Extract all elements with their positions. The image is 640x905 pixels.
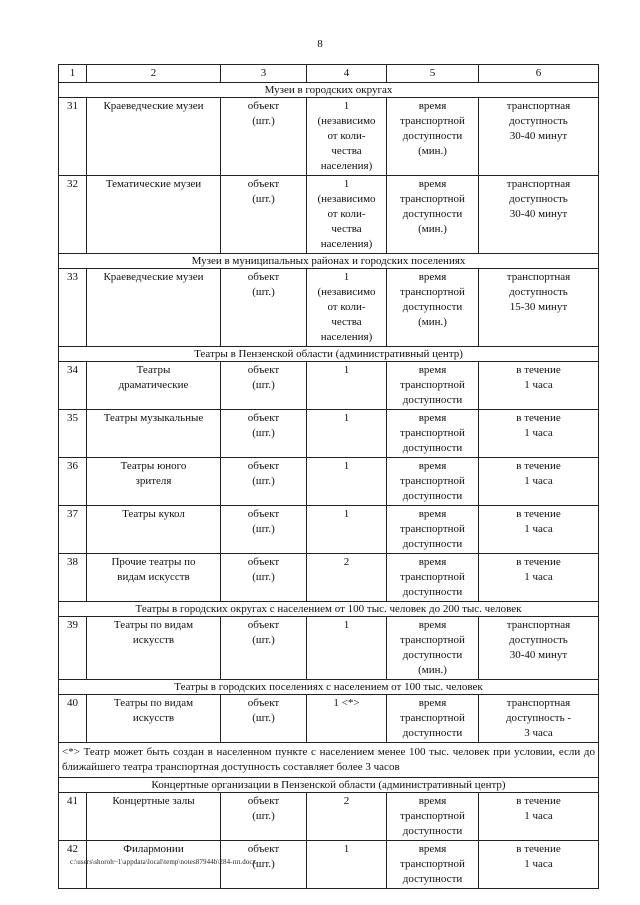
- accessibility-value-cell: в течение 1 часа: [479, 554, 599, 602]
- unit-cell: объект (шт.): [221, 410, 307, 458]
- section-heading: Концертные организации в Пензенской области (административный центр): [59, 778, 599, 793]
- accessibility-value-cell: в течение 1 часа: [479, 506, 599, 554]
- norm-value-cell: 1 <*>: [307, 695, 387, 743]
- table-row: [59, 176, 599, 254]
- indicator-name-cell: Краеведческие музеи: [87, 98, 221, 176]
- column-number-3: 3: [221, 65, 307, 83]
- norm-value-cell: 1: [307, 506, 387, 554]
- norm-value-cell: 2: [307, 554, 387, 602]
- indicator-name-cell: Тематические музеи: [87, 176, 221, 254]
- norm-value-cell: 1: [307, 410, 387, 458]
- accessibility-value-cell: в течение 1 часа: [479, 362, 599, 410]
- row-number-cell: 39: [59, 617, 87, 680]
- norm-value-cell: 1 (независимо от коли- чества населения): [307, 269, 387, 347]
- section-heading: Театры в городских округах с населением от 100 тыс. человек до 200 тыс. человек: [59, 602, 599, 617]
- row-number-cell: 33: [59, 269, 87, 347]
- accessibility-value-cell: в течение 1 часа: [479, 458, 599, 506]
- section-heading: Театры в городских поселениях с населением от 100 тыс. человек: [59, 680, 599, 695]
- indicator-name-cell: Театры по видам искусств: [87, 617, 221, 680]
- table-row: [59, 98, 599, 176]
- table-row: [59, 617, 599, 680]
- indicator-name-cell: Филармонии: [87, 841, 221, 889]
- unit-cell: объект (шт.): [221, 176, 307, 254]
- norm-value-cell: 1 (независимо от коли- чества населения): [307, 98, 387, 176]
- indicator-name-cell: Театры кукол: [87, 506, 221, 554]
- row-number-cell: 41: [59, 793, 87, 841]
- section-heading-row: [59, 602, 599, 617]
- accessibility-metric-cell: время транспортной доступности: [387, 410, 479, 458]
- accessibility-value-cell: в течение 1 часа: [479, 841, 599, 889]
- unit-cell: объект (шт.): [221, 269, 307, 347]
- unit-cell: объект (шт.): [221, 793, 307, 841]
- section-heading: Музеи в городских округах: [59, 83, 599, 98]
- section-heading: Музеи в муниципальных районах и городских поселениях: [59, 254, 599, 269]
- footnote-row: [59, 743, 599, 778]
- accessibility-metric-cell: время транспортной доступности: [387, 362, 479, 410]
- section-heading-row: [59, 83, 599, 98]
- norms-table: [58, 64, 599, 889]
- accessibility-metric-cell: время транспортной доступности: [387, 695, 479, 743]
- accessibility-metric-cell: время транспортной доступности (мин.): [387, 176, 479, 254]
- row-number-cell: 35: [59, 410, 87, 458]
- indicator-name-cell: Театры по видам искусств: [87, 695, 221, 743]
- unit-cell: объект (шт.): [221, 458, 307, 506]
- norm-value-cell: 1 (независимо от коли- чества населения): [307, 176, 387, 254]
- accessibility-value-cell: в течение 1 часа: [479, 410, 599, 458]
- row-number-cell: 34: [59, 362, 87, 410]
- section-heading-row: [59, 680, 599, 695]
- table-body: [59, 83, 599, 889]
- section-heading: Театры в Пензенской области (административный центр): [59, 347, 599, 362]
- section-heading-row: [59, 347, 599, 362]
- accessibility-value-cell: транспортная доступность 30-40 минут: [479, 98, 599, 176]
- indicator-name-cell: Театры юного зрителя: [87, 458, 221, 506]
- column-number-1: 1: [59, 65, 87, 83]
- indicator-name-cell: Прочие театры по видам искусств: [87, 554, 221, 602]
- row-number-cell: 32: [59, 176, 87, 254]
- row-number-cell: 36: [59, 458, 87, 506]
- accessibility-metric-cell: время транспортной доступности (мин.): [387, 617, 479, 680]
- table-row: [59, 695, 599, 743]
- unit-cell: объект (шт.): [221, 506, 307, 554]
- row-number-cell: 31: [59, 98, 87, 176]
- unit-cell: объект (шт.): [221, 554, 307, 602]
- section-heading-row: [59, 254, 599, 269]
- column-number-2: 2: [87, 65, 221, 83]
- row-number-cell: 37: [59, 506, 87, 554]
- accessibility-metric-cell: время транспортной доступности: [387, 841, 479, 889]
- table-row: [59, 410, 599, 458]
- column-number-6: 6: [479, 65, 599, 83]
- accessibility-value-cell: транспортная доступность 30-40 минут: [479, 176, 599, 254]
- page-number: 8: [317, 38, 323, 50]
- indicator-name-cell: Театры музыкальные: [87, 410, 221, 458]
- norm-value-cell: 2: [307, 793, 387, 841]
- accessibility-value-cell: транспортная доступность - 3 часа: [479, 695, 599, 743]
- table-row: [59, 506, 599, 554]
- accessibility-metric-cell: время транспортной доступности: [387, 506, 479, 554]
- accessibility-value-cell: транспортная доступность 15-30 минут: [479, 269, 599, 347]
- norm-value-cell: 1: [307, 617, 387, 680]
- unit-cell: объект (шт.): [221, 695, 307, 743]
- indicator-name-cell: Театры драматические: [87, 362, 221, 410]
- accessibility-value-cell: транспортная доступность 30-40 минут: [479, 617, 599, 680]
- accessibility-value-cell: в течение 1 часа: [479, 793, 599, 841]
- table-row: [59, 362, 599, 410]
- column-number-4: 4: [307, 65, 387, 83]
- unit-cell: объект (шт.): [221, 617, 307, 680]
- column-number-header-row: [59, 65, 599, 83]
- unit-cell: объект (шт.): [221, 362, 307, 410]
- unit-cell: объект (шт.): [221, 98, 307, 176]
- norm-value-cell: 1: [307, 362, 387, 410]
- section-heading-row: [59, 778, 599, 793]
- accessibility-metric-cell: время транспортной доступности (мин.): [387, 269, 479, 347]
- table-row: [59, 269, 599, 347]
- row-number-cell: 42: [59, 841, 87, 889]
- accessibility-metric-cell: время транспортной доступности (мин.): [387, 98, 479, 176]
- footnote-text: <*> Театр может быть создан в населенном пункте с населением менее 100 тыс. человек при условии, если до ближайшего театра транспортная доступность составляет более 3 часов: [59, 743, 599, 778]
- indicator-name-cell: Краеведческие музеи: [87, 269, 221, 347]
- file-path-footer: c:\users\shoroh~1\appdata\local\temp\notes87944b\284-пп.docx: [70, 858, 257, 866]
- accessibility-metric-cell: время транспортной доступности: [387, 554, 479, 602]
- unit-cell: объект (шт.): [221, 841, 307, 889]
- accessibility-metric-cell: время транспортной доступности: [387, 458, 479, 506]
- row-number-cell: 38: [59, 554, 87, 602]
- accessibility-metric-cell: время транспортной доступности: [387, 793, 479, 841]
- table-row: [59, 554, 599, 602]
- column-number-5: 5: [387, 65, 479, 83]
- indicator-name-cell: Концертные залы: [87, 793, 221, 841]
- norm-value-cell: 1: [307, 841, 387, 889]
- row-number-cell: 40: [59, 695, 87, 743]
- norm-value-cell: 1: [307, 458, 387, 506]
- table-row: [59, 793, 599, 841]
- table-row: [59, 458, 599, 506]
